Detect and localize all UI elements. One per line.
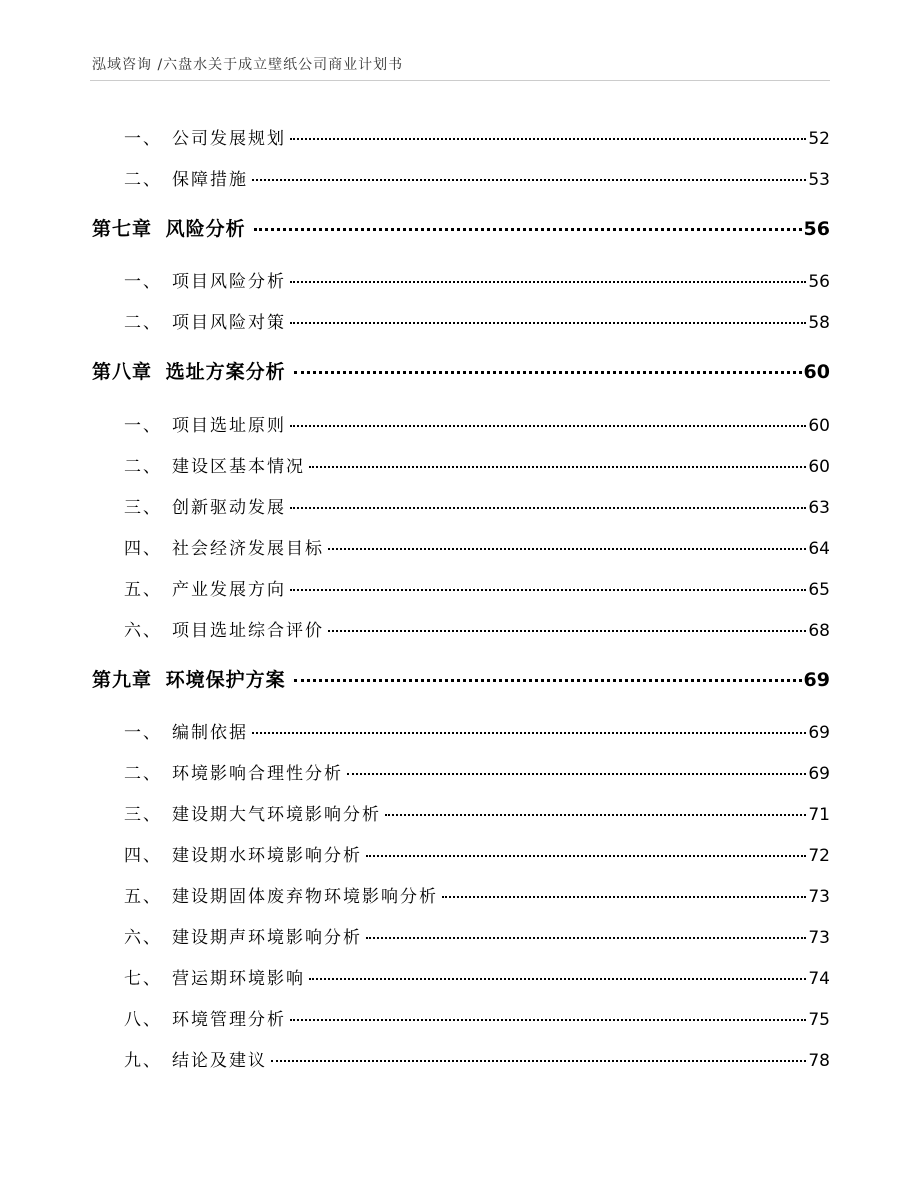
toc-entry[interactable]: [124, 718, 830, 743]
toc-entry-page: 53: [808, 170, 830, 190]
dot-leader: [271, 1060, 806, 1062]
toc-entry-number: 四、: [124, 846, 162, 866]
page-header: 泓域咨询 /六盘水关于成立壁纸公司商业计划书: [92, 57, 404, 73]
dot-leader: [294, 679, 802, 682]
toc-entry-title: 保障措施: [172, 170, 248, 190]
toc-entry[interactable]: [124, 759, 830, 784]
toc-entry-page: 65: [808, 580, 830, 600]
toc-entry-number: 五、: [124, 887, 162, 907]
toc-entry[interactable]: [124, 534, 830, 559]
toc-entry-number: 一、: [124, 723, 162, 743]
toc-chapter-page: 56: [803, 218, 830, 240]
toc-entry-title: 建设区基本情况: [172, 457, 305, 477]
toc-entry-title: 项目风险对策: [172, 313, 286, 333]
dot-leader: [385, 814, 806, 816]
toc-entry-title: 项目选址原则: [172, 416, 286, 436]
toc-entry-title: 营运期环境影响: [172, 969, 305, 989]
toc-entry[interactable]: [124, 165, 830, 190]
toc-entry-page: 63: [808, 498, 830, 518]
toc-entry-page: 71: [808, 805, 830, 825]
toc-entry[interactable]: [124, 882, 830, 907]
toc-entry[interactable]: [124, 616, 830, 641]
toc-chapter-title: 风险分析: [165, 218, 246, 240]
toc-entry-page: 58: [808, 313, 830, 333]
toc-entry-title: 公司发展规划: [172, 129, 286, 149]
toc-entry-page: 64: [808, 539, 830, 559]
toc-entry-number: 四、: [124, 539, 162, 559]
toc-entry-number: 一、: [124, 272, 162, 292]
toc-entry-title: 建设期水环境影响分析: [172, 846, 362, 866]
toc-entry-title: 环境影响合理性分析: [172, 764, 343, 784]
toc-entry-number: 八、: [124, 1010, 162, 1030]
toc-entry-title: 建设期大气环境影响分析: [172, 805, 381, 825]
dot-leader: [309, 978, 806, 980]
toc-entry-page: 73: [808, 928, 830, 948]
dot-leader: [290, 589, 806, 591]
toc-entry[interactable]: [124, 411, 830, 436]
toc-entry-title: 环境管理分析: [172, 1010, 286, 1030]
toc-entry[interactable]: [124, 964, 830, 989]
toc-chapter-entry[interactable]: [92, 665, 830, 692]
toc-entry-page: 60: [808, 457, 830, 477]
toc-entry-page: 52: [808, 129, 830, 149]
toc-entry[interactable]: [124, 1046, 830, 1071]
toc-entry-page: 69: [808, 723, 830, 743]
toc-entry-number: 六、: [124, 928, 162, 948]
dot-leader: [254, 228, 802, 231]
toc-entry[interactable]: [124, 841, 830, 866]
toc-chapter-number: 第八章: [92, 361, 153, 383]
toc-chapter-number: 第九章: [92, 669, 153, 691]
toc-entry-title: 建设期固体废弃物环境影响分析: [172, 887, 438, 907]
toc-entry-page: 74: [808, 969, 830, 989]
toc-entry[interactable]: [124, 493, 830, 518]
dot-leader: [290, 425, 806, 427]
toc-entry[interactable]: [124, 575, 830, 600]
dot-leader: [328, 548, 806, 550]
toc-entry-number: 七、: [124, 969, 162, 989]
toc-entry-title: 建设期声环境影响分析: [172, 928, 362, 948]
toc-entry-page: 72: [808, 846, 830, 866]
toc-entry-number: 三、: [124, 498, 162, 518]
toc-chapter-number: 第七章: [92, 218, 153, 240]
dot-leader: [290, 281, 806, 283]
toc-entry[interactable]: [124, 1005, 830, 1030]
dot-leader: [290, 507, 806, 509]
dot-leader: [309, 466, 806, 468]
toc-chapter-title: 选址方案分析: [165, 361, 286, 383]
toc-entry-page: 69: [808, 764, 830, 784]
toc-entry-page: 73: [808, 887, 830, 907]
toc-chapter-entry[interactable]: [92, 214, 830, 241]
toc-entry-number: 二、: [124, 457, 162, 477]
toc-entry[interactable]: [124, 267, 830, 292]
toc-entry-number: 六、: [124, 621, 162, 641]
dot-leader: [366, 937, 806, 939]
toc-entry-number: 二、: [124, 170, 162, 190]
dot-leader: [442, 896, 806, 898]
dot-leader: [366, 855, 806, 857]
toc-chapter-entry[interactable]: [92, 357, 830, 384]
toc-entry-page: 60: [808, 416, 830, 436]
toc-entry-page: 56: [808, 272, 830, 292]
toc-entry[interactable]: [124, 308, 830, 333]
dot-leader: [290, 1019, 806, 1021]
dot-leader: [290, 322, 806, 324]
toc-entry-page: 75: [808, 1010, 830, 1030]
toc-entry[interactable]: [124, 124, 830, 149]
toc-entry-number: 二、: [124, 313, 162, 333]
toc-entry-number: 五、: [124, 580, 162, 600]
toc-entry-title: 产业发展方向: [172, 580, 286, 600]
toc-chapter-page: 60: [803, 361, 830, 383]
toc-entry-number: 一、: [124, 129, 162, 149]
toc-entry-title: 编制依据: [172, 723, 248, 743]
header-rule: [90, 80, 830, 81]
toc-chapter-page: 69: [803, 669, 830, 691]
toc-entry-number: 三、: [124, 805, 162, 825]
toc-entry-number: 一、: [124, 416, 162, 436]
dot-leader: [290, 138, 806, 140]
toc-entry[interactable]: [124, 800, 830, 825]
toc-chapter-title: 环境保护方案: [165, 669, 286, 691]
toc-entry-page: 68: [808, 621, 830, 641]
toc-entry[interactable]: [124, 452, 830, 477]
dot-leader: [328, 630, 806, 632]
toc-entry[interactable]: [124, 923, 830, 948]
toc-entry-page: 78: [808, 1051, 830, 1071]
toc-entry-title: 项目选址综合评价: [172, 621, 324, 641]
toc-entry-title: 社会经济发展目标: [172, 539, 324, 559]
toc-entry-number: 二、: [124, 764, 162, 784]
dot-leader: [294, 371, 802, 374]
dot-leader: [252, 179, 806, 181]
toc-entry-title: 结论及建议: [172, 1051, 267, 1071]
toc-entry-title: 项目风险分析: [172, 272, 286, 292]
dot-leader: [347, 773, 806, 775]
toc-entry-title: 创新驱动发展: [172, 498, 286, 518]
dot-leader: [252, 732, 806, 734]
toc-entry-number: 九、: [124, 1051, 162, 1071]
